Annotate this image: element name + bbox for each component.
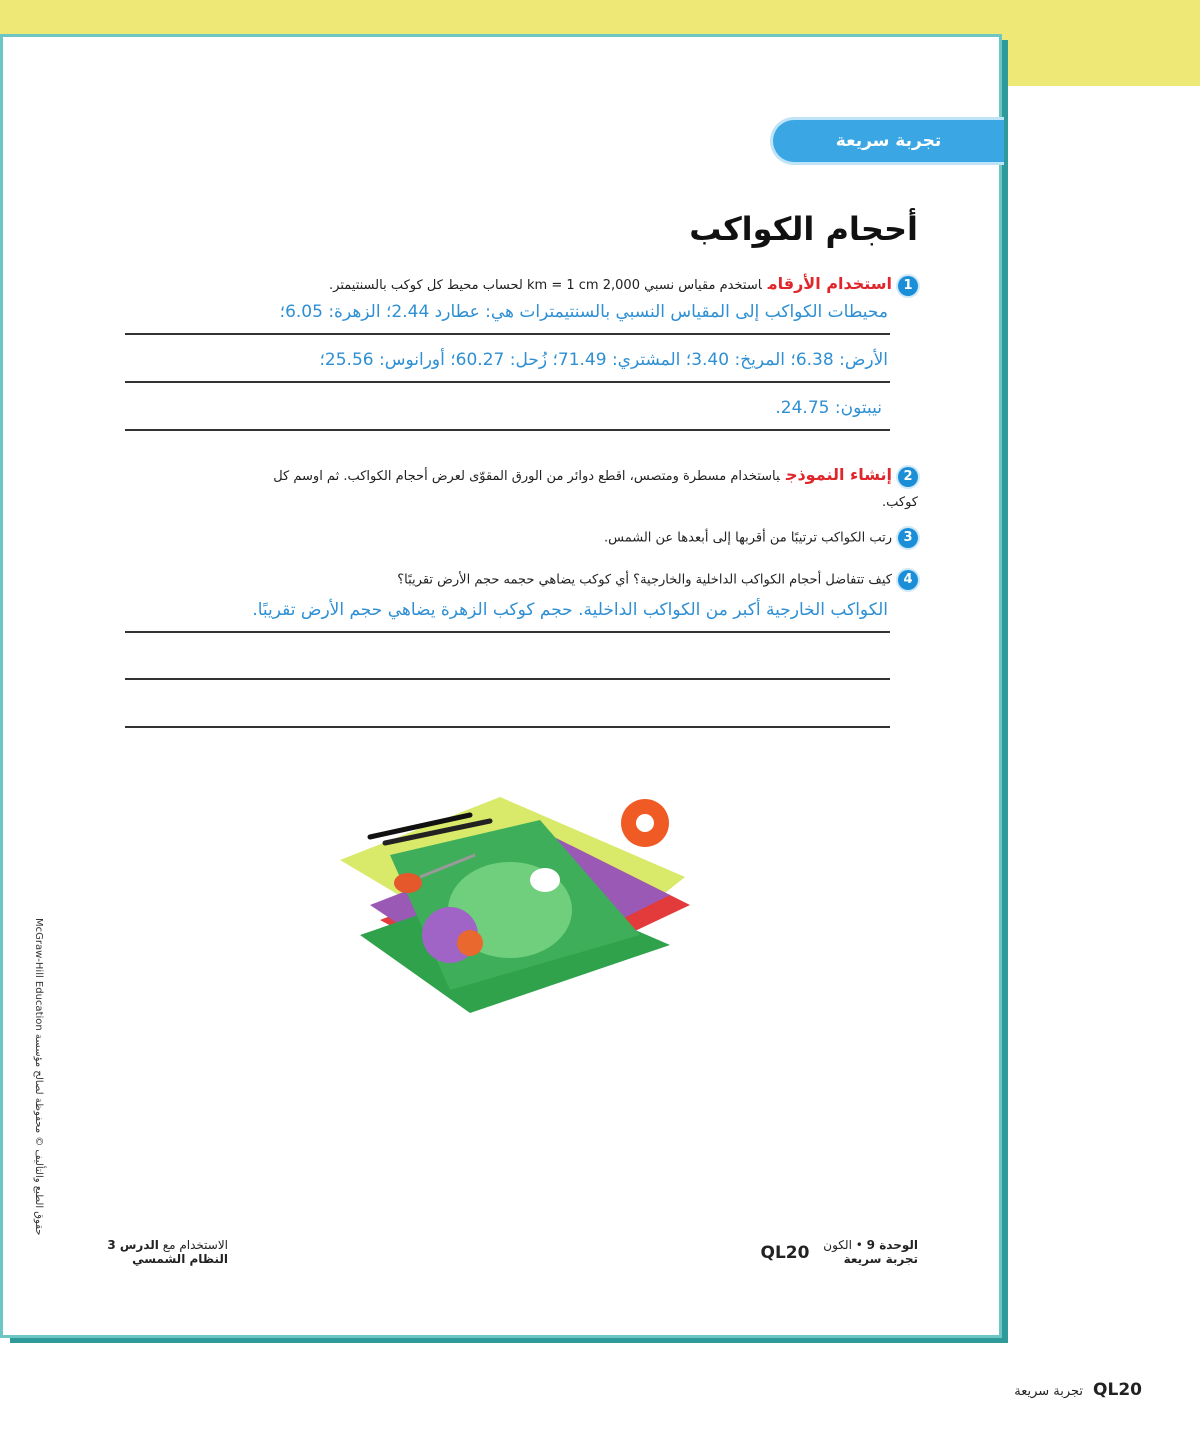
step-1 — [118, 274, 918, 296]
footer-lesson-number: الدرس 3 — [107, 1238, 159, 1252]
step-2-label: إنشاء النموذج — [785, 465, 892, 484]
step-2-text: باستخدام مسطرة ومتصس، اقطع دوائر من الورق المقوّى لعرض أحجام الكواكب. ثم اوسم كل — [273, 469, 780, 484]
footer-section-name: تجربة سريعة — [843, 1252, 918, 1266]
step-1-text: استخدم مقياس نسبي 2,000 km = 1 cm لحساب محيط كل كوكب بالسنتيمتر. — [329, 278, 762, 293]
step-4-answer: الكواكب الخارجية أكبر من الكواكب الداخلية. حجم كوكب الزهرة يضاهي حجم الأرض تقريبًا. — [252, 600, 888, 620]
step-3 — [604, 528, 918, 548]
scissors-handle — [394, 873, 422, 893]
answer-rule — [125, 429, 890, 431]
step-1-number: 1 — [898, 276, 918, 296]
bottom-section-name: تجربة سريعة — [1014, 1384, 1084, 1399]
answer-rule — [125, 381, 890, 383]
step-1-label: استخدام الأرقام — [767, 274, 892, 293]
step-3-text: رتب الكواكب ترتيبًا من أقربها إلى أبعدها عن الشمس. — [604, 530, 892, 546]
step-1-answer-line-3: نيبتون: 24.75. — [775, 398, 882, 418]
footer-page-code: QL20 — [760, 1243, 810, 1263]
paper-circle — [530, 868, 560, 892]
page-title: أحجام الكواكب — [689, 210, 918, 248]
step-2-text-cont: كوكب. — [882, 495, 918, 510]
craft-materials-photo — [340, 785, 720, 1015]
step-2 — [148, 462, 918, 516]
tape-core — [636, 814, 654, 832]
step-4-number: 4 — [898, 570, 918, 590]
answer-rule — [125, 678, 890, 680]
footer-lesson-title: النظام الشمسي — [132, 1252, 228, 1266]
footer-lesson — [107, 1238, 228, 1266]
section-tab-label: تجربة سريعة — [835, 131, 942, 151]
step-1-answer-line-2: الأرض: 6.38؛ المريخ: 3.40؛ المشتري: 71.49؛ زُحل: 60.27؛ أورانوس: 25.56؛ — [319, 350, 888, 370]
step-4-text: كيف تتفاضل أحجام الكواكب الداخلية والخارجية؟ أي كوكب يضاهي حجمه حجم الأرض تقريبًا؟ — [397, 572, 892, 588]
footer-unit-number: الوحدة 9 — [866, 1238, 918, 1252]
answer-rule — [125, 631, 890, 633]
answer-rule — [125, 726, 890, 728]
section-tab — [770, 117, 1004, 165]
bottom-page-label — [1014, 1380, 1142, 1400]
step-3-number: 3 — [898, 528, 918, 548]
step-4 — [397, 570, 918, 590]
step-1-answer-line-1: محيطات الكواكب إلى المقياس النسبي بالسنتيمترات هي: عطارد 2.44؛ الزهرة: 6.05؛ — [279, 302, 888, 322]
footer-unit — [761, 1238, 918, 1268]
copyright-side-text: McGraw-Hill Education حقوق الطبع والتأليف © محفوظة لصالح مؤسسة — [33, 918, 44, 1236]
step-2-number: 2 — [898, 467, 918, 487]
footer-unit-name: • الكون — [823, 1238, 863, 1252]
paper-circle — [457, 930, 483, 956]
answer-rule — [125, 333, 890, 335]
footer-use-with: الاستخدام مع — [162, 1238, 228, 1252]
bottom-page-code: QL20 — [1093, 1380, 1142, 1400]
